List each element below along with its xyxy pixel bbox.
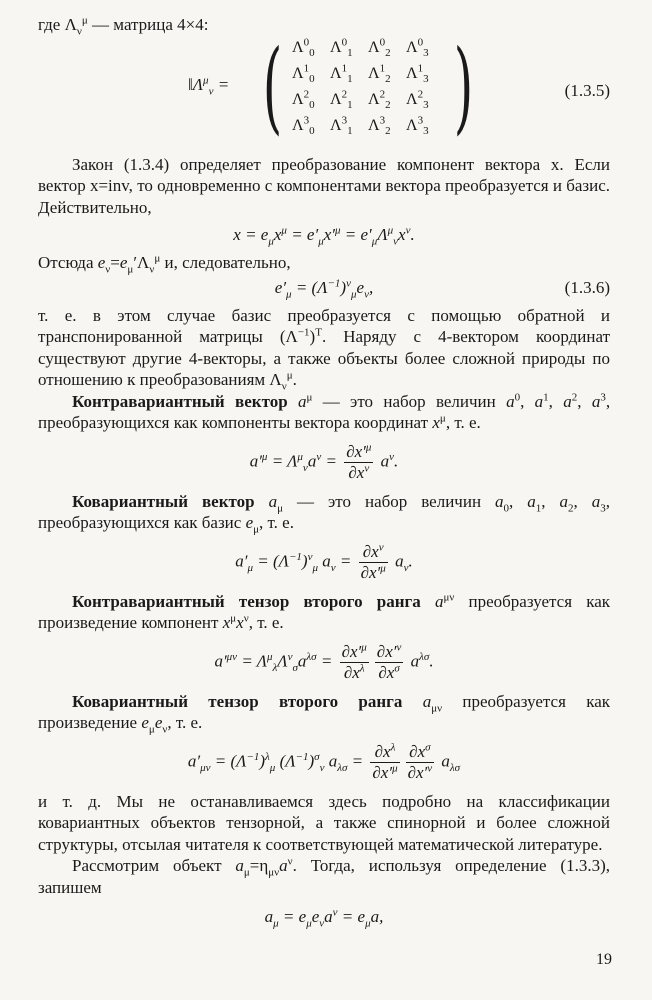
- matrix-cell: $\Lambda^2_0$: [292, 88, 315, 111]
- matrix-cell: $\Lambda^0_3$: [406, 36, 429, 59]
- page-body: [38, 14, 610, 936]
- matrix-cell: $\Lambda^1_0$: [292, 62, 315, 85]
- matrix: [253, 27, 483, 145]
- matrix-cell: $\Lambda^0_1$: [330, 36, 353, 59]
- term: Ковариантный тензор второго ранга: [72, 691, 403, 711]
- paragraph: Рассмотрим объект $a_\mu=\eta_{\mu\nu}a^\nu$. Тогда, используя определение (1.3.3), запишем: [38, 855, 610, 897]
- matrix-cell: $\Lambda^3_0$: [292, 114, 315, 137]
- matrix-cell: $\Lambda^0_2$: [368, 36, 391, 59]
- paragraph-covariant-vector: Ковариантный вектор $a_\mu$ — это набор величин $a_0$, $a_1$, $a_2$, $a_3$, преобразующихся как базис $e_\mu$, т. е.: [38, 491, 611, 536]
- matrix-label: $‖\Lambda^\mu_\nu$ =: [188, 73, 230, 97]
- paragraph-covariant-tensor: Ковариантный тензор второго ранга $a_{\mu\nu}$ преобразуется как произведение $e_\mu e_\nu$, т. е.: [38, 691, 611, 736]
- matrix-cell: $\Lambda^1_1$: [330, 62, 353, 85]
- matrix-cell: $\Lambda^0_0$: [292, 36, 315, 59]
- equation-final: $a_\mu = e_\mu e_\nu a^\nu = e_\mu a$,: [264, 906, 384, 930]
- matrix-cell: $\Lambda^3_1$: [330, 114, 353, 137]
- equation-basis: $x = e_\mu x^\mu = e'_\mu x'^\mu = e'_\mu\Lambda^\mu_\nu x^\nu$.: [233, 224, 415, 248]
- paragraph-contravariant-tensor: Контравариантный тензор второго ранга $a^{\mu\nu}$ преобразуется как произведение компонент $x^\mu x^\nu$, т. е.: [38, 590, 610, 632]
- matrix-cell: $\Lambda^1_3$: [406, 62, 429, 85]
- page-number: 19: [596, 950, 612, 968]
- right-paren: ): [453, 27, 474, 145]
- equation-1-3-6: $e'_\mu = (\Lambda^{-1})^\nu_\mu e_\nu$,: [274, 277, 374, 301]
- intro-line: где $\Lambda_\nu^\mu$ — матрица 4×4:: [38, 14, 209, 38]
- term: Контравариантный вектор: [72, 391, 288, 411]
- paragraph: т. е. в этом случае базис преобразуется с помощью обратной и транспонированной матрицы $(\Lambda^{-1})^T$. Наряду с 4-вектором координат существуют другие 4-векторы, а также объекты более сложной природы по отношению к преобразованиям $\Lambda_\nu^\mu$.: [38, 305, 610, 393]
- term: Контравариантный тензор второго ранга: [72, 591, 421, 611]
- matrix-grid: [292, 36, 444, 138]
- matrix-cell: $\Lambda^2_2$: [368, 88, 391, 111]
- equation-row: [38, 277, 610, 299]
- equation-covariant-vector: $a'_\mu = (\Lambda^{-1})^\nu_\mu$ $a_\nu$ = $\frac{\partial x^\nu}{\partial x'^\mu}$ $a_\nu$.: [235, 540, 413, 582]
- equation-contravariant-vector: $a'^\mu = \Lambda^\mu_\nu a^\nu$ = $\frac{\partial x'^\mu}{\partial x^\nu}$ $a^\nu$.: [249, 440, 399, 482]
- matrix-cell: $\Lambda^3_2$: [368, 114, 391, 137]
- paragraph: Отсюда $e_\nu=e_\mu'\Lambda_\nu^\mu$ и, следовательно,: [38, 251, 291, 275]
- matrix-equation: [38, 27, 610, 154]
- paragraph: Закон (1.3.4) определяет преобразование компонент вектора x. Если вектор x=inv, то одновременно с компонентами вектора преобразуется и базис. Действительно,: [38, 154, 610, 217]
- equation-number: (1.3.6): [564, 278, 610, 297]
- equation-covariant-tensor: $a'_{\mu\nu} = (\Lambda^{-1})^\lambda_\mu$ $(\Lambda^{-1})^\sigma_\nu$ $a_{\lambda\sigma}$ = $\frac{\partial x^\lambda}{\partial x'^\mu}$ $\frac{\partial x^\sigma}{\partial x'^\nu}$ $a_{\lambda\sigma}$: [187, 740, 461, 782]
- matrix-cell: $\Lambda^3_3$: [406, 114, 429, 137]
- paragraph: и т. д. Мы не останавливаемся здесь подробно на классификации ковариантных объектов тензорной, а также спинорной и более сложной структуры, отсылая читателя к соответствующей математической литературе.: [38, 791, 610, 854]
- term: Ковариантный вектор: [72, 491, 255, 511]
- paragraph-contravariant-vector: Контравариантный вектор $a^\mu$ — это набор величин $a^0$, $a^1$, $a^2$, $a^3$, преобразующихся как компоненты вектора координат $x^\mu$, т. е.: [38, 390, 611, 432]
- matrix-cell: $\Lambda^2_1$: [330, 88, 353, 111]
- left-paren: (: [262, 27, 283, 145]
- equation-number: (1.3.5): [564, 80, 610, 100]
- equation-contravariant-tensor: $a'^{\mu\nu} = \Lambda^\mu_\lambda\Lambda^\nu_\sigma a^{\lambda\sigma}$ = $\frac{\partial x'^\mu}{\partial x^\lambda}$ $\frac{\partial x'^\nu}{\partial x^\sigma}$ $a^{\lambda\sigma}$.: [214, 640, 434, 682]
- matrix-cell: $\Lambda^2_3$: [406, 88, 429, 111]
- matrix-cell: $\Lambda^1_2$: [368, 62, 391, 85]
